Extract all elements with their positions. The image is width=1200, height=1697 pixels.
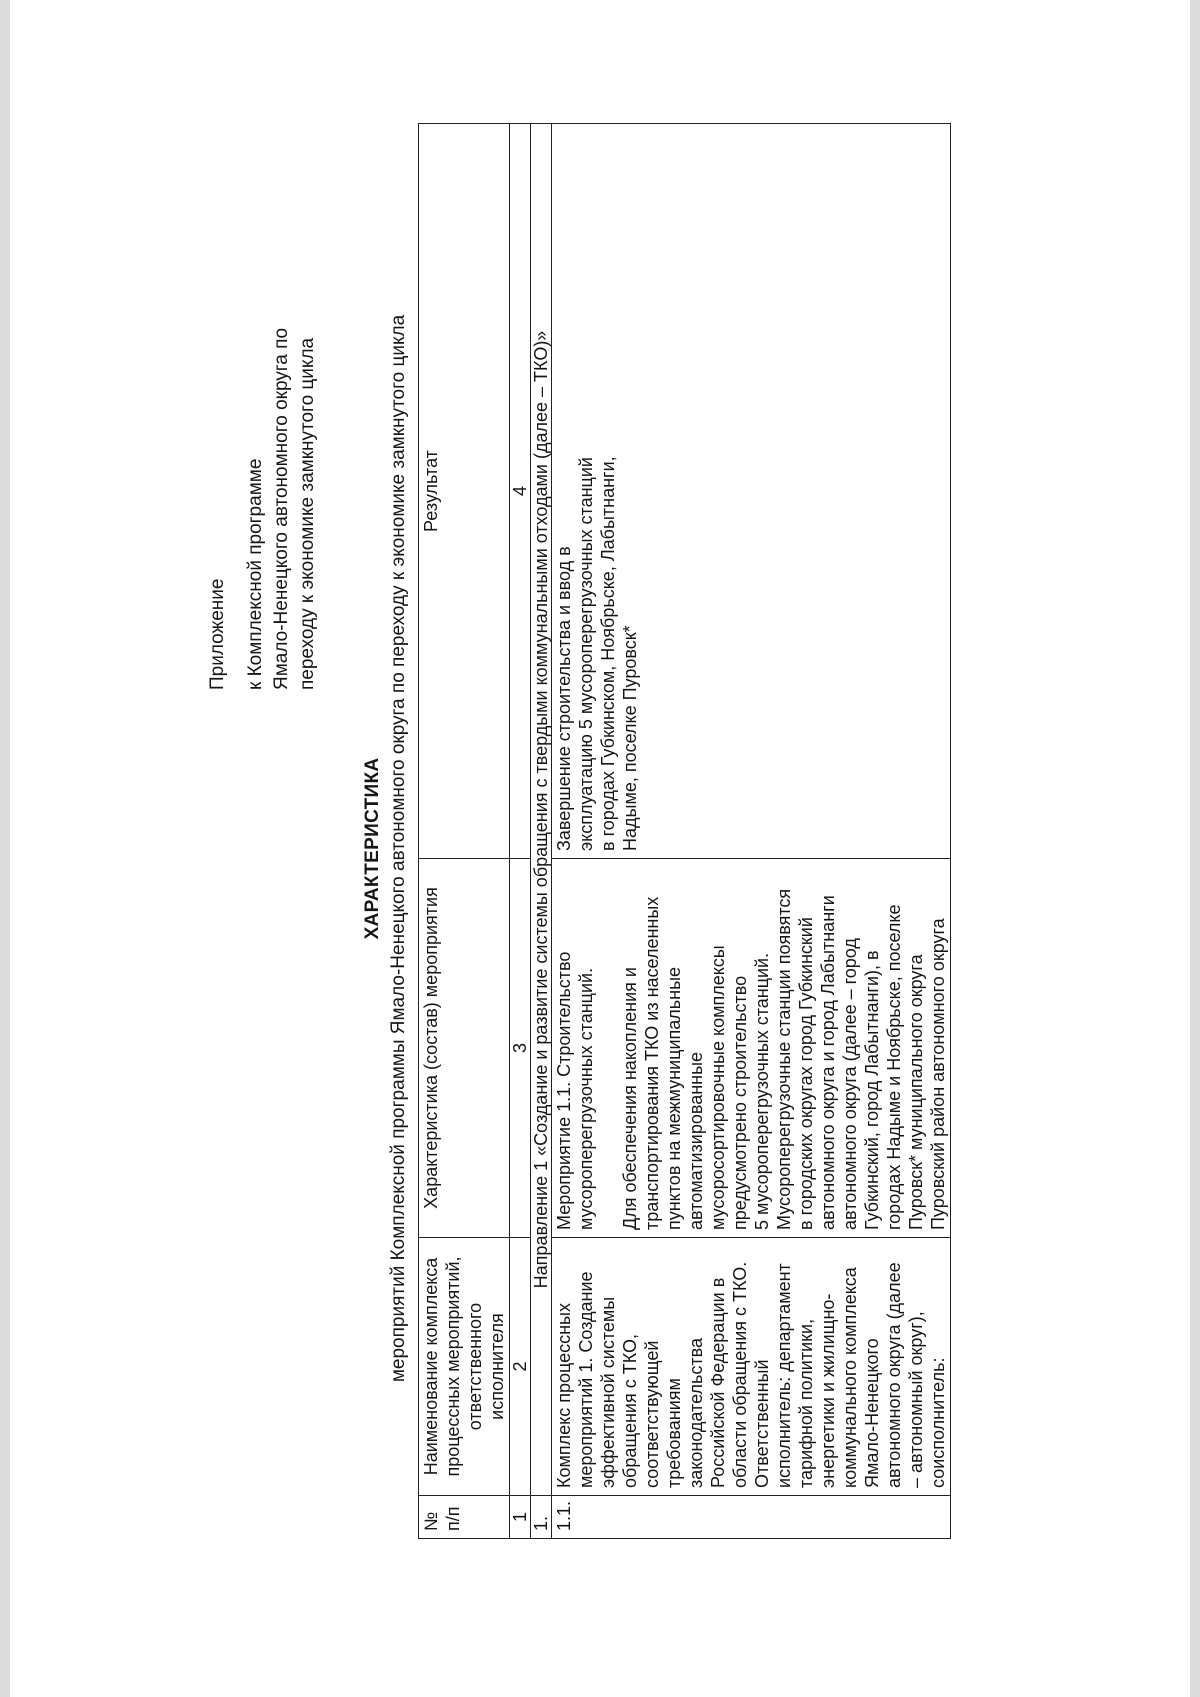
table-row	[552, 124, 951, 1539]
document-page	[10, 0, 1190, 1697]
row-number: 1.1.	[552, 1496, 951, 1539]
column-number-4: 4	[510, 124, 531, 859]
row-result: Завершение строительства и ввод в эксплуатацию 5 мусороперегрузочных станций в городах Губкинском, Ноябрьске, Лабытнанги, Надыме, поселке Пуровск*	[552, 124, 951, 859]
activities-table	[418, 123, 951, 1539]
appendix-heading: Приложение	[207, 578, 228, 690]
column-number-row	[510, 124, 531, 1539]
header-number: № п/п	[419, 1496, 510, 1539]
header-description: Характеристика (состав) мероприятия	[419, 859, 510, 1238]
column-number-3: 3	[510, 859, 531, 1238]
document-title: ХАРАКТЕРИСТИКА	[362, 757, 383, 940]
column-number-2: 2	[510, 1238, 531, 1496]
direction-text: Направление 1 «Создание и развитие системы обращения с твердыми коммунальными отходами (далее – ТКО)»	[531, 124, 552, 1496]
direction-row	[531, 124, 552, 1539]
page-content	[10, 0, 1190, 1697]
row-name: Комплекс процессных мероприятий 1. Создание эффективной системы обращения с ТКО, соответствующей требованиям законодательства Российской Федерации в области обращения с ТКО. Ответственный исполнитель: департамент тарифной политики, энергетики и жилищно- коммунального комплекса Ямало-Ненецкого автономного округа (далее – автономный округ), соисполнитель:	[552, 1238, 951, 1496]
header-result: Результат	[419, 124, 510, 859]
appendix-text: к Комплексной программе Ямало-Ненецкого автономного округа по переходу к экономике замкнутого цикла	[245, 327, 318, 690]
row-description: Мероприятие 1.1. Строительство мусороперегрузочных станций. Для обеспечения накопления и транспортирования ТКО из населенных пунктов на межмуниципальные автоматизированные мусоросортировочные комплексы предусмотрено строительство 5 мусороперегрузочных станций. Мусороперегрузочные станции появятся в городских округах город Губкинский автономного округа и город Лабытнанги автономного округа (далее – город Губкинский, город Лабытнанги), в городах Надыме и Ноябрьске, поселке Пуровск* муниципального округа Пуровский район автономного округа	[552, 859, 951, 1238]
column-number-1: 1	[510, 1496, 531, 1539]
document-subtitle: мероприятий Комплексной программы Ямало-Ненецкого автономного округа по переходу к экономике замкнутого цикла	[388, 314, 409, 1383]
header-name: Наименование комплекса процессных мероприятий, ответственного исполнителя	[419, 1238, 510, 1496]
direction-number: 1.	[531, 1496, 552, 1539]
appendix-block	[205, 170, 321, 690]
table-header-row	[419, 124, 510, 1539]
